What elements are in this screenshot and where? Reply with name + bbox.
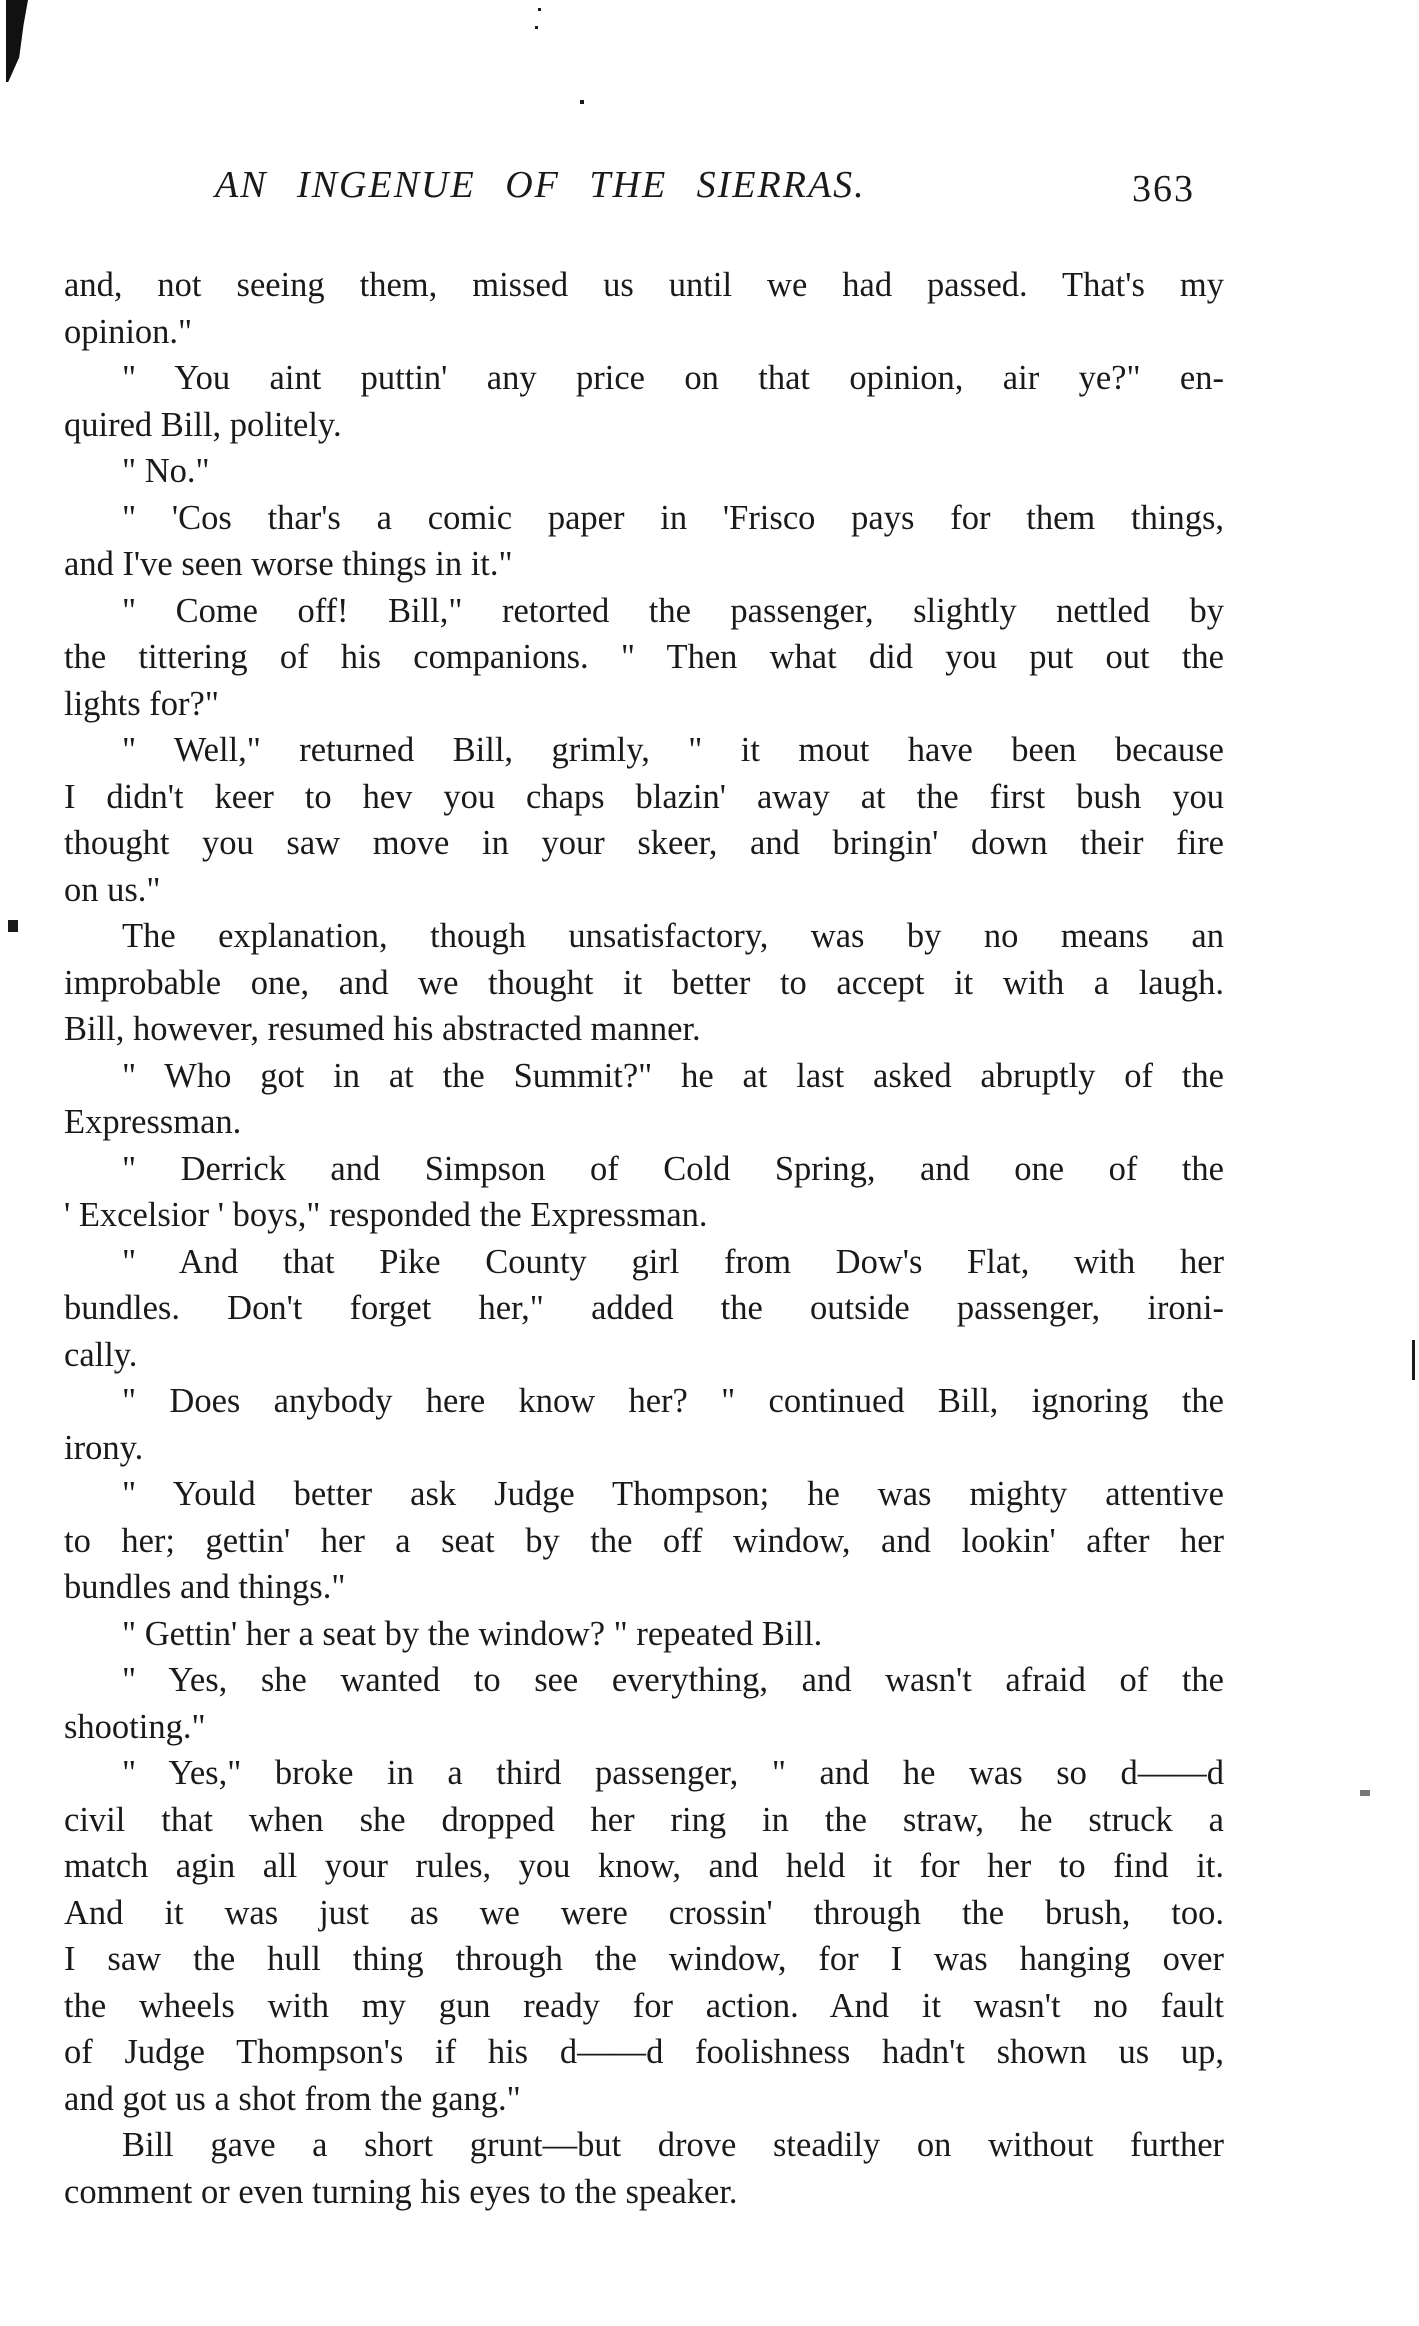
scan-speck	[580, 100, 584, 104]
text-line: civil that when she dropped her ring in the straw, he struck a	[64, 1800, 1224, 1839]
text-line: and, not seeing them, missed us until we had passed. That's my	[64, 266, 1224, 304]
scan-speck	[535, 26, 538, 29]
text-line: " Yes, she wanted to see everything, and wasn't afraid of the	[122, 1661, 1224, 1699]
page-number: 363	[1132, 168, 1195, 210]
text-line: and I've seen worse things in it."	[64, 545, 513, 583]
text-line: " Come off! Bill," retorted the passenger, slightly nettled by	[122, 591, 1224, 630]
text-line: Bill, however, resumed his abstracted manner.	[64, 1010, 701, 1048]
text-line: and got us a shot from the gang."	[64, 2079, 521, 2118]
text-line: cally.	[64, 1335, 138, 1374]
text-line: Bill gave a short grunt—but drove steadily on without further	[122, 2126, 1224, 2164]
text-line: " Yes," broke in a third passenger, " and he was so d——d	[122, 1754, 1224, 1792]
text-line: And it was just as we were crossin' through the brush, too.	[64, 1893, 1224, 1932]
ink-blot	[6, 0, 28, 82]
text-line: " Well," returned Bill, grimly, " it mout have been because	[122, 731, 1224, 769]
running-title: AN INGENUE OF THE SIERRAS.	[215, 164, 866, 206]
text-line: Expressman.	[64, 1103, 242, 1141]
body-text	[64, 262, 1224, 2215]
text-line: comment or even turning his eyes to the speaker.	[64, 2172, 738, 2211]
text-line: " No."	[122, 452, 210, 490]
text-line: shooting."	[64, 1707, 206, 1746]
text-line: lights for?"	[64, 684, 219, 723]
scan-speck	[1412, 1340, 1415, 1380]
page-header	[215, 163, 1195, 213]
text-line: " Yould better ask Judge Thompson; he was mighty attentive	[122, 1475, 1224, 1513]
text-line: to her; gettin' her a seat by the off window, and lookin' after her	[64, 1521, 1224, 1560]
text-line: opinion."	[64, 312, 193, 351]
text-line: of Judge Thompson's if his d——d foolishness hadn't shown us up,	[64, 2033, 1224, 2071]
text-line: " Does anybody here know her? " continued Bill, ignoring the	[122, 1382, 1224, 1420]
text-line: " Derrick and Simpson of Cold Spring, and one of the	[122, 1149, 1224, 1188]
text-line: " Gettin' her a seat by the window? " repeated Bill.	[122, 1614, 823, 1653]
text-line: ' Excelsior ' boys," responded the Expressman.	[64, 1196, 708, 1234]
text-line: on us."	[64, 870, 161, 909]
scan-speck	[1360, 1790, 1370, 1796]
text-line: irony.	[64, 1428, 144, 1467]
scan-speck	[538, 8, 541, 11]
text-line: the wheels with my gun ready for action. And it wasn't no fault	[64, 1986, 1224, 2025]
text-line: the tittering of his companions. " Then what did you put out the	[64, 638, 1224, 676]
text-line: " 'Cos thar's a comic paper in 'Frisco pays for them things,	[122, 498, 1224, 537]
text-line: I didn't keer to hev you chaps blazin' away at the first bush you	[64, 777, 1224, 816]
text-line: quired Bill, politely.	[64, 405, 342, 444]
text-line: " And that Pike County girl from Dow's Flat, with her	[122, 1242, 1224, 1281]
text-line: The explanation, though unsatisfactory, was by no means an	[122, 917, 1224, 955]
scan-speck	[8, 920, 18, 932]
text-line: bundles and things."	[64, 1568, 346, 1606]
text-line: bundles. Don't forget her," added the outside passenger, ironi-	[64, 1289, 1224, 1327]
text-line: thought you saw move in your skeer, and bringin' down their fire	[64, 824, 1224, 862]
text-line: I saw the hull thing through the window, for I was hanging over	[64, 1940, 1224, 1978]
text-line: match agin all your rules, you know, and held it for her to find it.	[64, 1847, 1224, 1885]
text-line: " Who got in at the Summit?" he at last asked abruptly of the	[122, 1056, 1224, 1095]
text-line: " You aint puttin' any price on that opinion, air ye?" en-	[122, 359, 1224, 397]
text-line: improbable one, and we thought it better to accept it with a laugh.	[64, 963, 1224, 1002]
